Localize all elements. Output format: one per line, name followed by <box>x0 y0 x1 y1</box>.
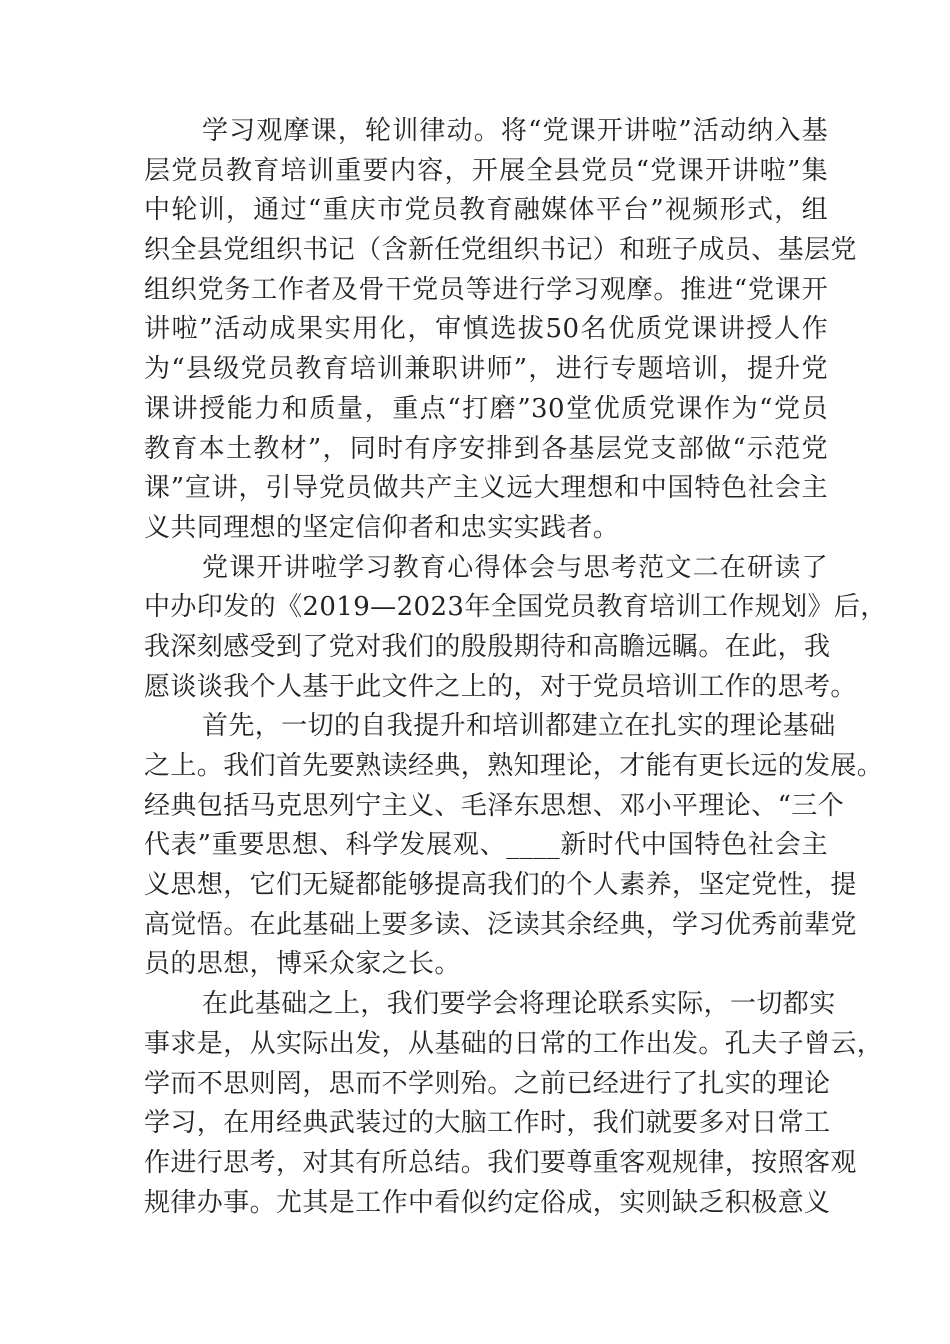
text-line: 层党员教育培训重要内容，开展全县党员“党课开讲啦”集 <box>144 155 828 186</box>
text-line: 事求是，从实际出发，从基础的日常的工作出发。孔夫子曾云， <box>144 1028 884 1059</box>
text-line: 学而不思则罔，思而不学则殆。之前已经进行了扎实的理论 <box>144 1068 831 1099</box>
text-line: 义思想，它们无疑都能够提高我们的个人素养，坚定党性，提 <box>144 870 857 901</box>
text-line: 学习，在用经典武装过的大脑工作时，我们就要多对日常工 <box>144 1108 831 1139</box>
text-line: 代表”重要思想、科学发展观、____新时代中国特色社会主 <box>144 830 828 861</box>
text-line: 我深刻感受到了党对我们的殷殷期待和高瞻远瞩。在此，我 <box>144 631 831 662</box>
text-line: 首先，一切的自我提升和培训都建立在扎实的理论基础 <box>202 711 836 742</box>
text-line: 党课开讲啦学习教育心得体会与思考范文二在研读了 <box>202 552 828 583</box>
paragraph <box>144 112 857 549</box>
text-line: 愿谈谈我个人基于此文件之上的，对于党员培训工作的思考。 <box>144 671 857 702</box>
text-line: 义共同理想的坚定信仰者和忠实实践者。 <box>144 512 620 543</box>
text-line: 讲啦”活动成果实用化，审慎选拔50名优质党课讲授人作 <box>144 314 828 345</box>
text-line: 作进行思考，对其有所总结。我们要尊重客观规律，按照客观 <box>144 1147 857 1178</box>
text-line: 经典包括马克思列宁主义、毛泽东思想、邓小平理论、“三个 <box>144 790 845 821</box>
paragraph <box>144 707 884 985</box>
text-line: 中办印发的《2019—2023年全国党员教育培训工作规划》后， <box>144 592 887 623</box>
text-line: 学习观摩课，轮训律动。将“党课开讲啦”活动纳入基 <box>202 116 828 146</box>
text-line: 规律办事。尤其是工作中看似约定俗成，实则缺乏积极意义 <box>144 1187 831 1218</box>
text-line: 高觉悟。在此基础上要多读、泛读其余经典，学习优秀前辈党 <box>144 909 857 940</box>
text-line: 课讲授能力和质量，重点“打磨”30堂优质党课作为“党员 <box>144 393 828 424</box>
text-line: 织全县党组织书记（含新任党组织书记）和班子成员、基层党 <box>144 235 857 266</box>
text-line: 为“县级党员教育培训兼职讲师”，进行专题培训，提升党 <box>144 354 828 385</box>
text-line: 之上。我们首先要熟读经典，熟知理论，才能有更长远的发展。 <box>144 751 884 781</box>
document-body <box>144 112 887 1223</box>
paragraph <box>144 549 887 708</box>
text-line: 课”宣讲，引导党员做共产主义远大理想和中国特色社会主 <box>144 473 828 504</box>
text-line: 组织党务工作者及骨干党员等进行学习观摩。推进“党课开 <box>144 274 828 305</box>
text-line: 教育本土教材”，同时有序安排到各基层党支部做“示范党 <box>144 433 828 464</box>
text-line: 员的思想，博采众家之长。 <box>144 949 461 980</box>
paragraph <box>144 985 884 1223</box>
text-line: 在此基础之上，我们要学会将理论联系实际，一切都实 <box>202 989 836 1020</box>
text-line: 中轮训，通过“重庆市党员教育融媒体平台”视频形式，组 <box>144 195 828 226</box>
